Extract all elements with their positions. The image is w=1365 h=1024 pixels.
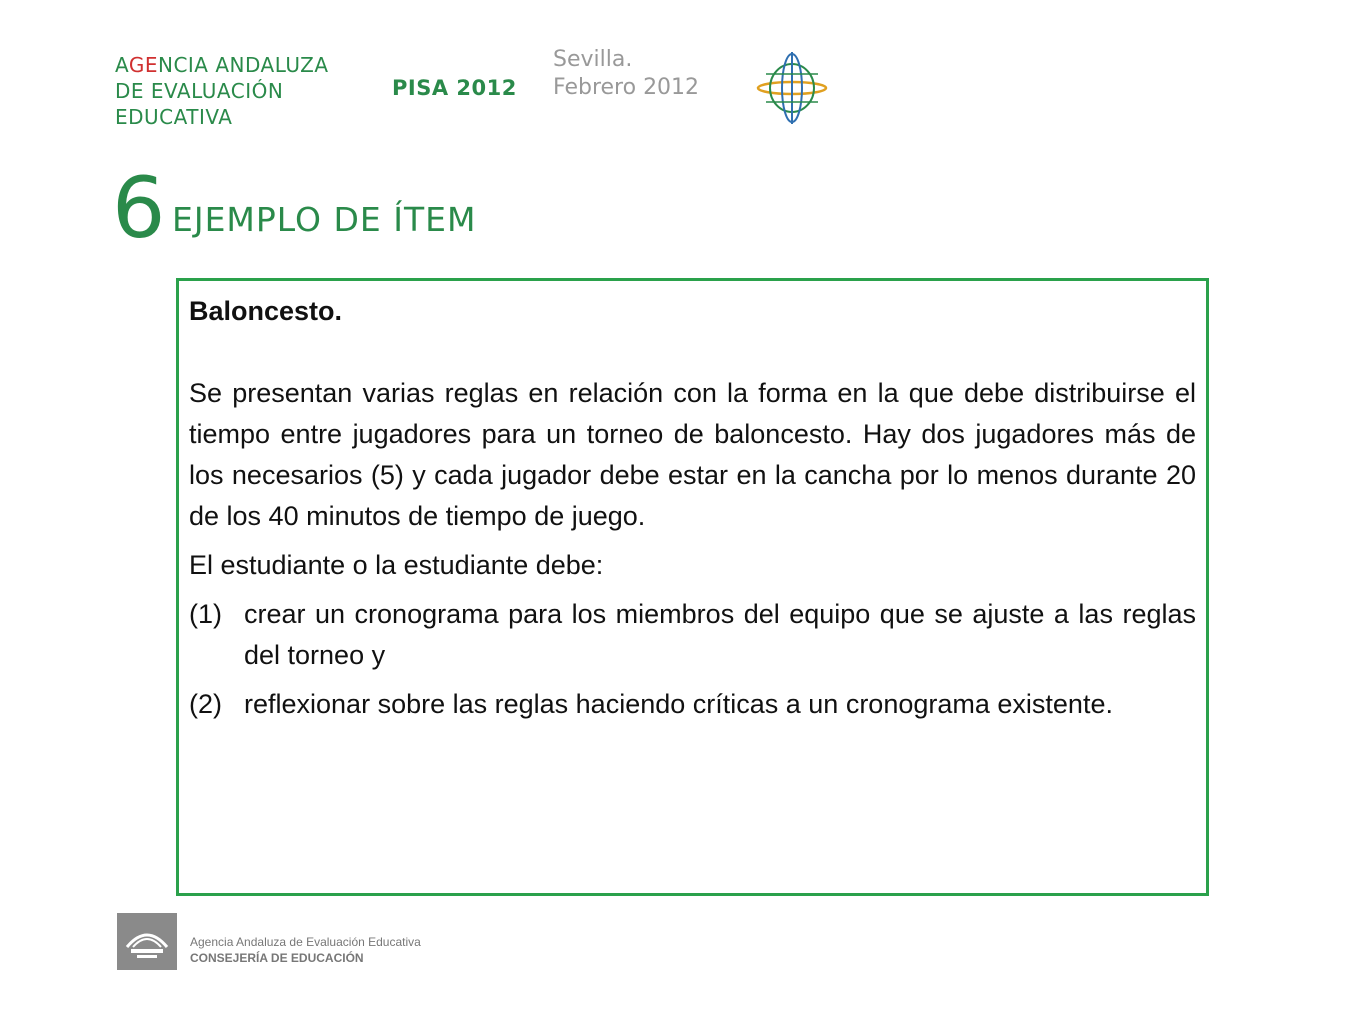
card-content	[189, 291, 1196, 733]
agency-name	[115, 52, 329, 130]
list-item-text: reflexionar sobre las reglas haciendo críticas a un cronograma existente.	[244, 689, 1113, 719]
footer-ministry: CONSEJERÍA DE EDUCACIÓN	[190, 951, 364, 965]
card-intro: Se presentan varias reglas en relación con la forma en la que debe distribuirse el tiempo entre jugadores para un torneo de baloncesto. Hay dos jugadores más de los necesarios (5) y cada jugador debe estar en la cancha por lo menos durante 20 de los 40 minutos de tiempo de juego.	[189, 378, 1196, 531]
agency-letter-a: A	[115, 53, 129, 77]
date: Febrero 2012	[553, 75, 700, 100]
pisa-label: PISA 2012	[392, 76, 517, 100]
agency-letters-ge: GE	[128, 53, 158, 77]
list-item-number: (1)	[189, 599, 222, 629]
section-title: EJEMPLO DE ÍTEM	[172, 200, 477, 239]
list-item	[189, 684, 1196, 725]
agency-line-2: DE EVALUACIÓN	[115, 79, 284, 103]
place: Sevilla.	[553, 47, 633, 72]
card-title: Baloncesto.	[189, 296, 343, 326]
junta-andalucia-logo-icon	[117, 913, 177, 970]
place-date	[553, 46, 699, 102]
agency-line-1	[115, 52, 329, 78]
section-number: 6	[112, 159, 166, 257]
list-item-text: crear un cronograma para los miembros del equipo que se ajuste a las reglas del torneo y	[244, 599, 1196, 670]
list-item-number: (2)	[189, 689, 222, 719]
list-item	[189, 594, 1196, 676]
agency-rest: NCIA ANDALUZA	[157, 53, 329, 77]
footer-agency: Agencia Andaluza de Evaluación Educativa	[190, 935, 421, 949]
footer-text	[190, 934, 421, 966]
item-card	[176, 278, 1209, 896]
globe-logo-icon	[752, 48, 832, 128]
card-lead: El estudiante o la estudiante debe:	[189, 550, 604, 580]
agency-line-3: EDUCATIVA	[115, 105, 233, 129]
